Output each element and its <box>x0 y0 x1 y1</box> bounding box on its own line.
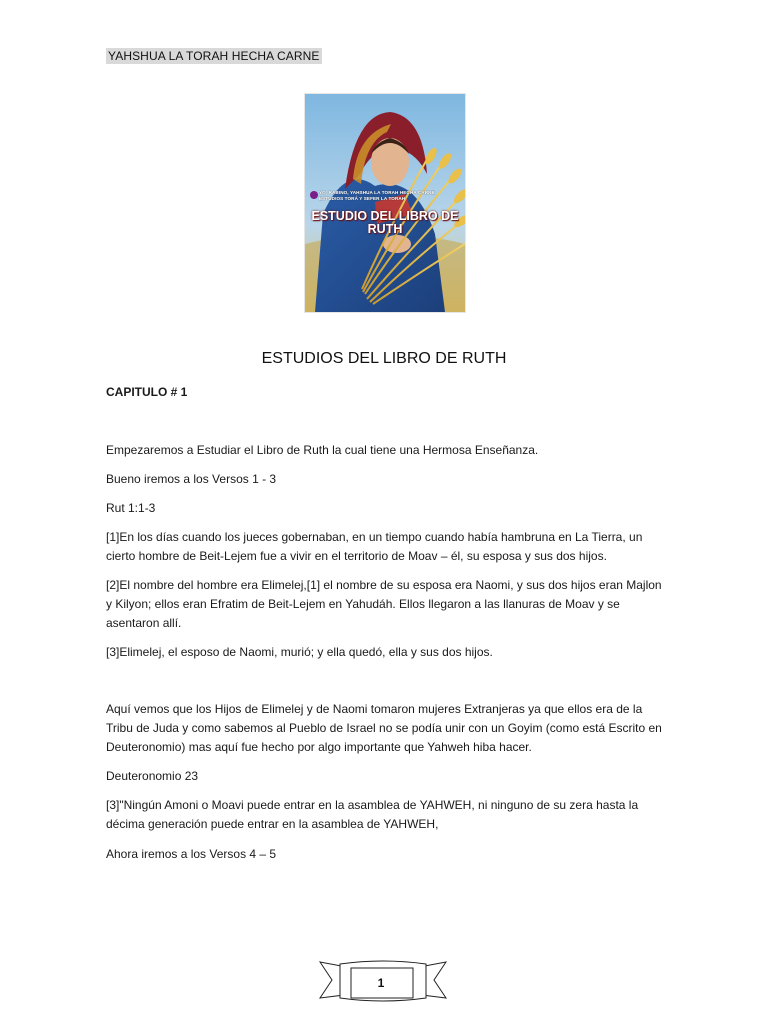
book-cover-image <box>304 93 466 313</box>
paragraph-reference: Rut 1:1-3 <box>106 501 156 515</box>
paragraph-verse-3: [3]Elimelej, el esposo de Naomi, murió; y ella quedó, ella y sus dos hijos. <box>106 645 493 659</box>
paragraph-deuteronomy-verse: [3]"Ningún Amoni o Moavi puede entrar en la asamblea de YAHWEH, ni ninguno de su zera hasta la décima generación puede entrar en la asamblea de YAHWEH, <box>106 798 639 831</box>
cover-illustration <box>305 94 465 312</box>
paragraph-verse-2: [2]El nombre del hombre era Elimelej,[1] el nombre de su esposa era Naomi, y sus dos hijos eran Majlon y Kilyon; ellos eran Efratim de Beit-Lejem en Yahudáh. Ellos llegaron a las llanuras de Moav y se asentaron allí. <box>106 578 662 630</box>
chapter-heading: CAPITULO # 1 <box>106 385 188 399</box>
paragraph-intro: Empezaremos a Estudiar el Libro de Ruth la cual tiene una Hermosa Enseñanza. <box>106 443 539 457</box>
running-header: YAHSHUA LA TORAH HECHA CARNE <box>108 49 320 63</box>
document-title: ESTUDIOS DEL LIBRO DE RUTH <box>261 350 507 367</box>
page-number: 1 <box>377 976 385 990</box>
paragraph-verses-4-5: Ahora iremos a los Versos 4 – 5 <box>106 847 277 861</box>
paragraph-commentary: Aquí vemos que los Hijos de Elimelej y de Naomi tomaron mujeres Extranjeras ya que ellos era de la Tribu de Juda y como sabemos al Pueblo de Israel no se podía unir con un Goyim (como está Escrito en Deuteronomio) mas aquí fue hecho por algo importante que Yahweh hiba hacer. <box>106 702 662 754</box>
paragraph-verse-1: [1]En los días cuando los jueces gobernaban, en un tiempo cuando había hambruna en La Tierra, un cierto hombre de Beit-Lejem fue a vivir en el territorio de Moav – él, su esposa y sus dos hijos. <box>106 530 643 563</box>
cover-subtitle: YO, RABINO, YAHSHUA LA TORAH HECHA CARNE, ESTUDIOS TORÁ Y SEFER LA TORAH <box>319 190 437 201</box>
cover-title: ESTUDIO DEL LIBRO DE RUTH <box>311 209 459 236</box>
paragraph-verses-1-3: Bueno iremos a los Versos 1 - 3 <box>106 472 277 486</box>
paragraph-deuteronomy-ref: Deuteronomio 23 <box>106 769 199 783</box>
